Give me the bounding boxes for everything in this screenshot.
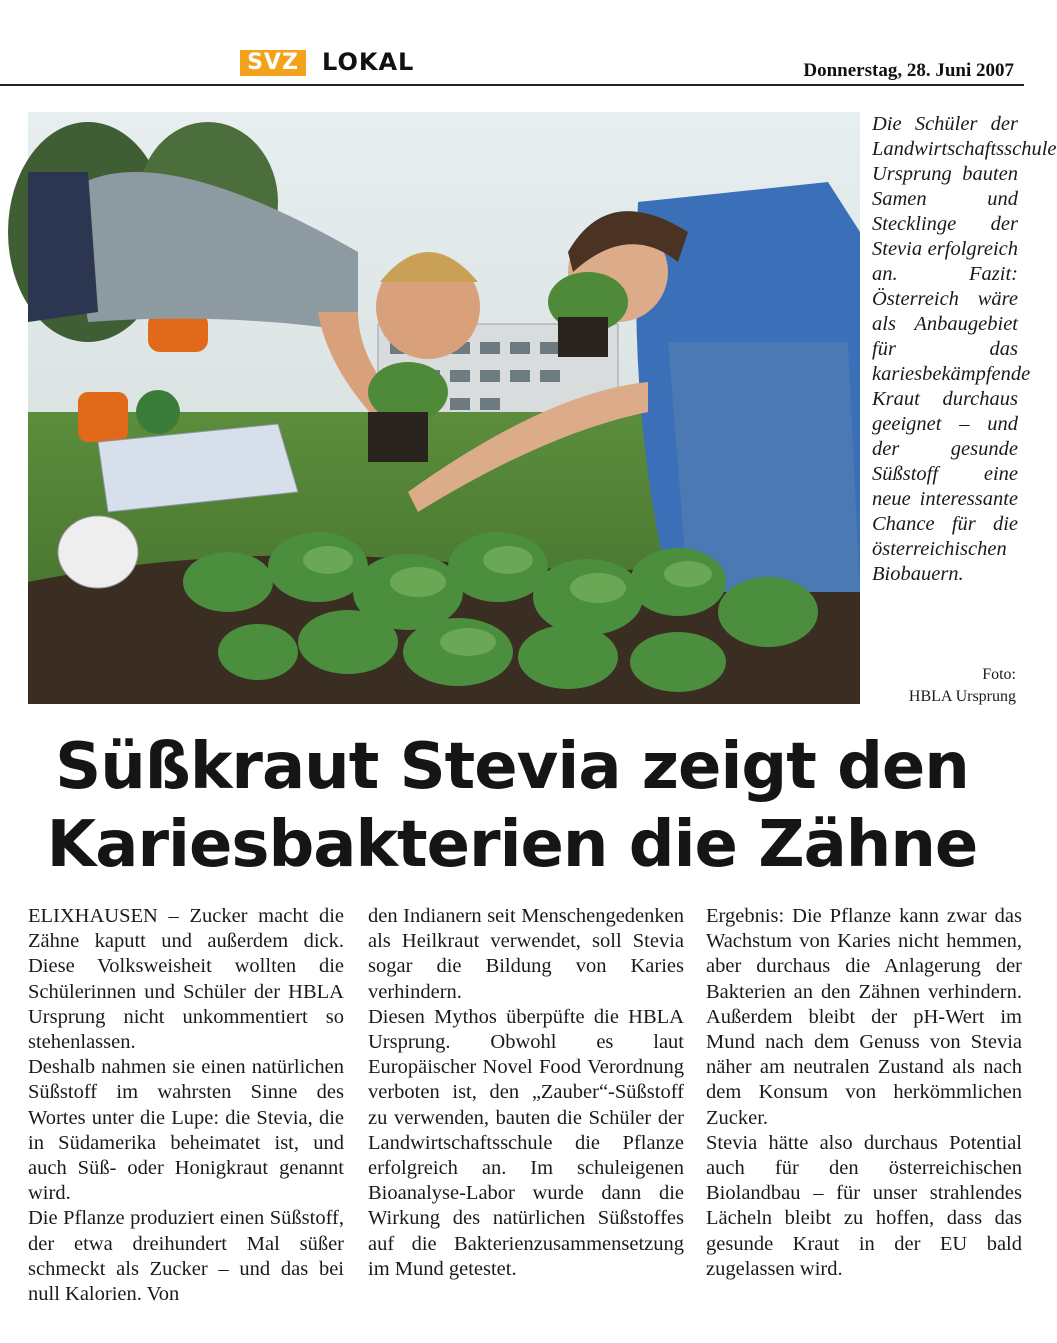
paragraph: Ergebnis: Die Pflanze kann zwar das Wachstum von Karies nicht hemmen, aber durchaus die Anlagerung der Bakterien an den Zähnen verhindern. Außerdem bleibt der pH-Wert im Mund nach dem Genuss von Stevia näher am neutralen Zustand als nach dem Konsum von herkömmlichen Zucker. (706, 905, 1022, 1129)
article-column-2 (368, 904, 684, 1282)
garden-photo-icon (28, 112, 860, 704)
paragraph: Die Pflanze produziert einen Süßstoff, der etwa dreihundert Mal süßer schmeckt als Zucker – und das bei null Kalorien. Von (28, 1207, 344, 1306)
photo-credit (909, 664, 1016, 708)
headline (0, 728, 1024, 884)
paragraph: ELIXHAUSEN – Zucker macht die Zähne kaputt und außerdem dick. Diese Volksweisheit wollten die Schülerinnen und Schüler der HBLA Ursprung nicht unkommentiert so stehenlassen. (28, 905, 344, 1054)
issue-date: Donnerstag, 28. Juni 2007 (803, 60, 1014, 81)
article-column-3 (706, 904, 1022, 1282)
paragraph: Diesen Mythos überpüfte die HBLA Ursprung. Obwohl es laut Europäischer Novel Food Verordnung verboten ist, den „Zauber“-Süßstoff zu verwenden, bauten die Schüler der Landwirtschaftsschule die Pflanze erfolgreich an. Im schuleigenen Bioanalyse-Labor wurde dann die Wirkung des natürlichen Süßstoffes auf die Bakterienzusammensetzung im Mund getestet. (368, 1005, 684, 1280)
headline-line-1: Süßkraut Stevia zeigt den (55, 730, 969, 804)
paragraph: Stevia hätte also durchaus Potential auch für den österreichischen Biolandbau – für unser strahlendes Lächeln bleibt zu hoffen, dass das gesunde Kraut in der EU bald zugelassen wird. (706, 1131, 1022, 1280)
garden-photo (28, 112, 860, 704)
caption-text: Die Schüler der Landwirtschaftsschule Ursprung bauten Samen und Stecklinge der Stevia erfolgreich an. Fazit: Österreich wäre als Anbaugebiet für das kariesbekämpfende Kraut durchaus geeignet – und der gesunde Süßstoff eine neue interessante Chance für die österreichischen Biobauern. (872, 113, 1057, 585)
section-label: LOKAL (322, 48, 415, 76)
credit-label: Foto: (982, 666, 1016, 683)
photo-caption (872, 112, 1057, 587)
newspaper-logo: SVZ (240, 50, 306, 76)
paragraph: Deshalb nahmen sie einen natürlichen Süßstoff im wahrsten Sinne des Wortes unter die Lupe: die Stevia, die in Südamerika beheimatet ist, und auch Süß- oder Honigkraut genannt wird. (28, 1056, 344, 1205)
masthead (0, 0, 1024, 88)
headline-line-2: Kariesbakterien die Zähne (46, 808, 978, 882)
header-rule (0, 84, 1024, 86)
article-column-1 (28, 904, 344, 1307)
paragraph: den Indianern seit Menschengedenken als Heilkraut verwendet, soll Stevia sogar die Bildung von Karies verhindern. (368, 905, 684, 1003)
credit-source: HBLA Ursprung (908, 688, 1016, 705)
